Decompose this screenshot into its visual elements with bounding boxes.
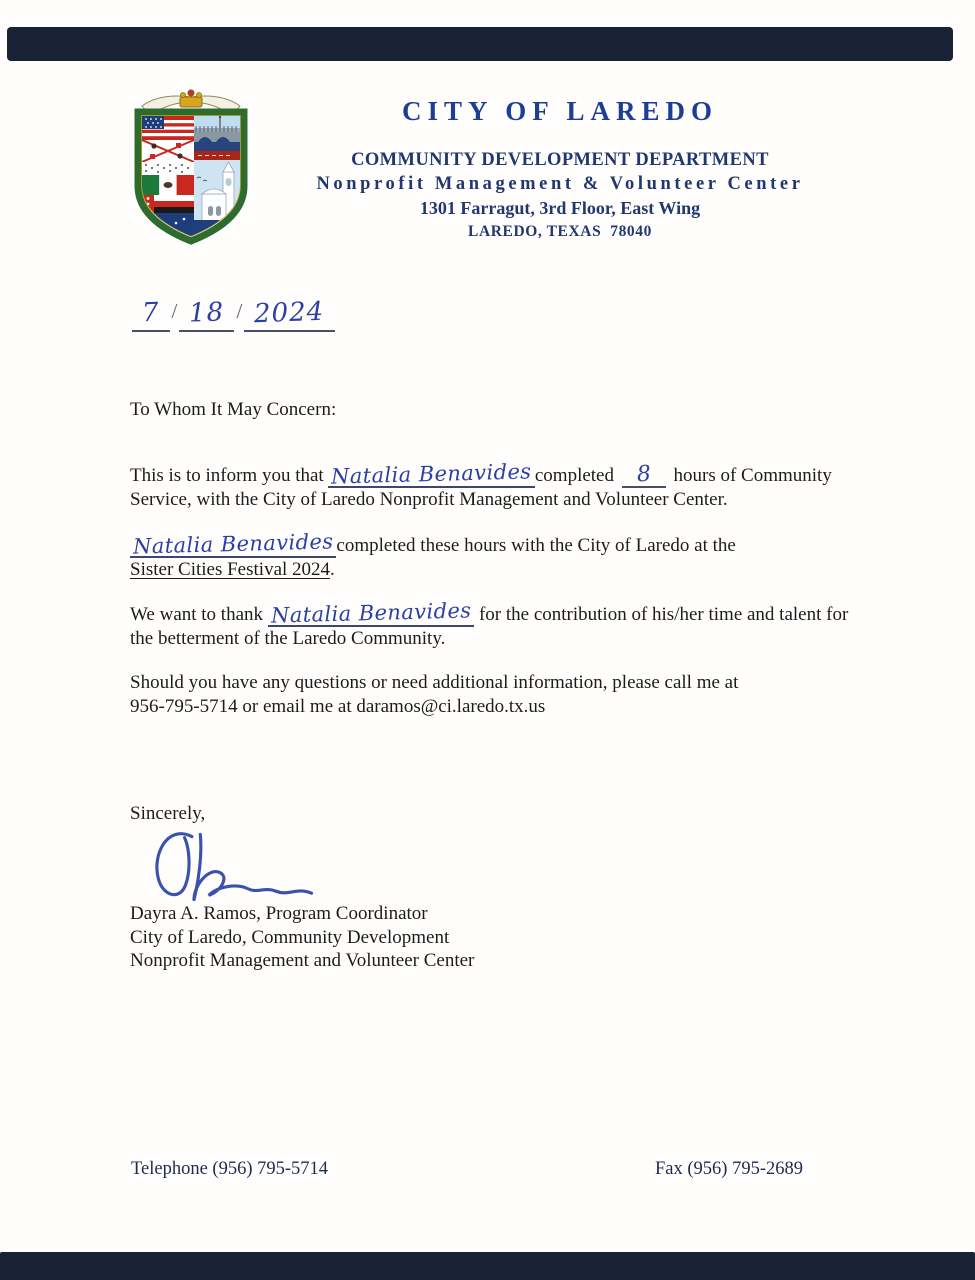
handwritten-name: Natalia Benavides <box>268 603 474 627</box>
handwritten-date <box>132 298 335 332</box>
paragraph-hours-completed <box>130 459 880 512</box>
date-year: 2024 <box>253 296 326 330</box>
letterhead <box>250 96 870 241</box>
department-name: COMMUNITY DEVELOPMENT DEPARTMENT <box>351 150 769 170</box>
city-state-zip: LAREDO, TEXAS 78040 <box>468 223 652 240</box>
address-line: 1301 Farragut, 3rd Floor, East Wing <box>419 198 701 218</box>
footer-fax: Fax (956) 795-2689 <box>655 1159 803 1179</box>
event-name: Sister Cities Festival 2024 <box>130 559 331 580</box>
paragraph-line: We want to thank Natalia Benavides for the contribution of his/her time and talent for <box>130 598 849 628</box>
signer-name-title: Dayra A. Ramos, Program Coordinator <box>130 903 428 924</box>
paragraph-line: Should you have any questions or need additional information, please call me at <box>130 672 739 693</box>
handwritten-signature <box>146 824 328 910</box>
handwritten-name: Natalia Benavides <box>328 464 534 488</box>
scan-edge-bar-bottom <box>0 1252 975 1280</box>
paragraph-line: Sister Cities Festival 2024. <box>130 559 335 580</box>
paragraph-line: Service, with the City of Laredo Nonprofit Management and Volunteer Center. <box>130 489 728 510</box>
date-month: 7 <box>141 297 161 329</box>
scan-edge-bar-top <box>7 27 953 61</box>
paragraph-line: 956-795-5714 or email me at daramos@ci.laredo.tx.us <box>130 695 546 717</box>
handwritten-name: Natalia Benavides <box>130 534 336 558</box>
city-of-laredo-crest <box>124 86 258 248</box>
signer-block <box>130 902 474 973</box>
date-slash: / <box>171 299 178 323</box>
closing: Sincerely, <box>130 803 206 824</box>
signer-center: Nonprofit Management and Volunteer Center <box>130 950 475 971</box>
salutation: To Whom It May Concern: <box>130 399 337 420</box>
paragraph-line: Natalia Benavides completed these hours with the City of Laredo at the <box>130 534 880 558</box>
center-name: Nonprofit Management & Volunteer Center <box>316 174 804 194</box>
paragraph-contact <box>130 671 880 718</box>
footer-telephone: Telephone (956) 795-5714 <box>131 1159 329 1179</box>
paragraph-line: the betterment of the Laredo Community. <box>130 628 446 649</box>
handwritten-hours: 8 <box>622 465 666 488</box>
date-slash: / <box>236 299 243 323</box>
signer-org: City of Laredo, Community Development <box>130 926 450 948</box>
paragraph-event <box>130 529 880 582</box>
paragraph-line: This is to inform you that Natalia Benavides completed 8 hours of Community <box>130 459 832 489</box>
org-title: CITY OF LAREDO <box>401 96 719 126</box>
date-day: 18 <box>188 297 225 329</box>
paragraph-thanks <box>130 598 880 651</box>
